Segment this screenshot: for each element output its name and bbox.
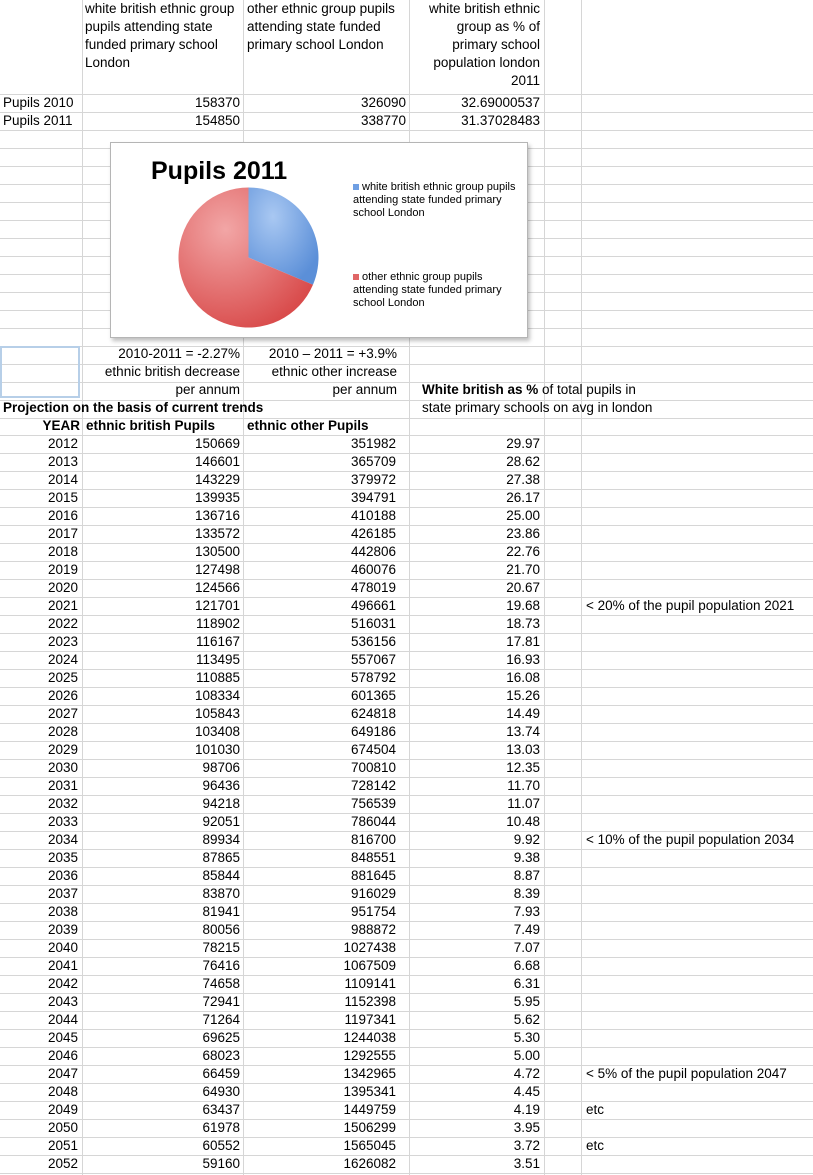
pie-svg [176,185,321,330]
pupils-pct[interactable]: 32.69000537 [461,95,540,110]
other-cell[interactable]: 460076 [350,562,396,577]
other-cell[interactable]: 1292555 [343,1048,396,1063]
year-cell[interactable]: 2022 [47,616,78,631]
white-cell[interactable]: 121701 [194,598,240,613]
white-cell[interactable]: 103408 [194,724,240,739]
note-cell[interactable]: < 5% of the pupil population 2047 [586,1066,787,1081]
white-cell[interactable]: 80056 [202,922,240,937]
legend-other-label: other ethnic group pupils attending state funded primary school London [353,271,502,309]
year-cell[interactable]: 2052 [47,1156,78,1171]
pct-cell[interactable]: 8.39 [513,886,540,901]
other-cell[interactable]: 578792 [350,670,396,685]
pct-cell[interactable]: 7.49 [513,922,540,937]
pct-cell[interactable]: 22.76 [506,544,540,559]
year-cell[interactable]: 2021 [47,598,78,613]
year-cell[interactable]: 2025 [47,670,78,685]
year-cell[interactable]: 2038 [47,904,78,919]
note-cell[interactable]: etc [586,1138,605,1153]
pct-title-rest: of total pupils in [538,382,636,397]
pupils-white[interactable]: 154850 [194,113,240,128]
year-cell[interactable]: 2030 [47,760,78,775]
increase-note-1[interactable]: 2010 – 2011 = +3.9% [268,346,397,361]
pct-cell[interactable]: 17.81 [506,634,540,649]
pct-cell[interactable]: 11.70 [507,778,540,793]
white-cell[interactable]: 83870 [202,886,240,901]
year-cell[interactable]: 2016 [47,508,78,523]
white-cell[interactable]: 69625 [202,1030,240,1045]
white-cell[interactable]: 143229 [194,472,240,487]
white-cell[interactable]: 60552 [202,1138,240,1153]
other-cell[interactable]: 674504 [350,742,396,757]
increase-note-2[interactable]: ethnic other increase [271,364,397,379]
other-cell[interactable]: 916029 [350,886,396,901]
white-cell[interactable]: 74658 [202,976,240,991]
pct-title-line2[interactable]: state primary schools on avg in london [422,400,653,415]
year-cell[interactable]: 2026 [47,688,78,703]
year-cell[interactable]: 2013 [47,454,78,469]
pct-cell[interactable]: 3.72 [513,1138,540,1153]
other-cell[interactable]: 1197341 [344,1012,396,1027]
header-other-ethnic[interactable]: other ethnic group pupils attending state funded primary school London [247,1,395,52]
header-white-british[interactable]: white british ethnic group pupils attending state funded primary school London [85,1,235,70]
white-cell[interactable]: 94218 [202,796,240,811]
note-cell[interactable]: etc [586,1102,605,1117]
white-cell[interactable]: 63437 [202,1102,240,1117]
pct-cell[interactable]: 28.62 [506,454,540,469]
pct-cell[interactable]: 5.30 [513,1030,540,1045]
year-cell[interactable]: 2024 [47,652,78,667]
pct-cell[interactable]: 16.93 [506,652,540,667]
pct-cell[interactable]: 14.49 [506,706,540,721]
th-year[interactable]: YEAR [42,418,80,433]
other-cell[interactable]: 951754 [350,904,396,919]
year-cell[interactable]: 2032 [47,796,78,811]
pct-cell[interactable]: 29.97 [506,436,540,451]
pct-cell[interactable]: 13.03 [506,742,540,757]
pct-cell[interactable]: 4.45 [513,1084,540,1099]
other-cell[interactable]: 700810 [350,760,396,775]
year-cell[interactable]: 2019 [47,562,78,577]
white-cell[interactable]: 81941 [202,904,240,919]
pupils-label[interactable]: Pupils 2010 [3,95,74,110]
year-cell[interactable]: 2028 [47,724,78,739]
white-cell[interactable]: 59160 [202,1156,240,1171]
other-cell[interactable]: 848551 [350,850,396,865]
year-cell[interactable]: 2031 [47,778,78,793]
year-cell[interactable]: 2015 [47,490,78,505]
legend-white-label: white british ethnic group pupils attending state funded primary school London [353,181,516,219]
other-cell[interactable]: 426185 [350,526,396,541]
white-cell[interactable]: 61978 [202,1120,240,1135]
white-cell[interactable]: 98706 [202,760,240,775]
year-cell[interactable]: 2014 [47,472,78,487]
white-cell[interactable]: 72941 [202,994,240,1009]
other-cell[interactable]: 988872 [350,922,396,937]
other-cell[interactable]: 1449759 [343,1102,396,1117]
pct-cell[interactable]: 3.51 [513,1156,540,1171]
other-cell[interactable]: 442806 [350,544,396,559]
pct-cell[interactable]: 26.17 [506,490,540,505]
note-cell[interactable]: < 20% of the pupil population 2021 [586,598,795,613]
header-white-british-pct[interactable]: white british ethnic group as % of primary school population london 2011 [428,1,540,88]
white-cell[interactable]: 130500 [194,544,240,559]
other-cell[interactable]: 881645 [350,868,396,883]
pct-cell[interactable]: 20.67 [506,580,540,595]
year-cell[interactable]: 2029 [47,742,78,757]
pct-title-bold: White british as % [422,382,539,397]
white-cell[interactable]: 113495 [195,652,240,667]
white-cell[interactable]: 85844 [202,868,240,883]
year-cell[interactable]: 2039 [47,922,78,937]
pct-cell[interactable]: 15.26 [506,688,540,703]
pct-cell[interactable]: 3.95 [513,1120,540,1135]
other-cell[interactable]: 756539 [350,796,396,811]
decrease-note-2[interactable]: ethnic british decrease [104,364,240,379]
other-cell[interactable]: 1152398 [344,994,396,1009]
year-cell[interactable]: 2051 [47,1138,78,1153]
pie-chart[interactable] [110,142,528,338]
year-cell[interactable]: 2041 [47,958,78,973]
pupils-other[interactable]: 326090 [360,95,406,110]
other-cell[interactable]: 1395341 [343,1084,396,1099]
white-cell[interactable]: 105843 [194,706,240,721]
pct-cell[interactable]: 5.62 [513,1012,540,1027]
pct-cell[interactable]: 5.00 [513,1048,540,1063]
legend-other-swatch [353,274,359,280]
white-cell[interactable]: 89934 [202,832,240,847]
other-cell[interactable]: 379972 [350,472,396,487]
white-cell[interactable]: 64930 [202,1084,240,1099]
year-cell[interactable]: 2042 [47,976,78,991]
white-cell[interactable]: 76416 [202,958,240,973]
pct-title[interactable] [422,381,636,399]
pct-cell[interactable]: 8.87 [513,868,540,883]
other-cell[interactable]: 1067509 [343,958,396,973]
pct-cell[interactable]: 4.72 [513,1066,540,1081]
pupils-white[interactable]: 158370 [194,95,240,110]
year-cell[interactable]: 2012 [47,436,78,451]
other-cell[interactable]: 816700 [350,832,396,847]
white-cell[interactable]: 108334 [194,688,240,703]
pct-cell[interactable]: 13.74 [506,724,540,739]
year-cell[interactable]: 2036 [47,868,78,883]
pct-cell[interactable]: 18.73 [506,616,540,631]
year-cell[interactable]: 2033 [47,814,78,829]
year-cell[interactable]: 2018 [47,544,78,559]
white-cell[interactable]: 96436 [202,778,240,793]
white-cell[interactable]: 127498 [194,562,240,577]
legend-white-swatch [353,184,359,190]
other-cell[interactable]: 365709 [350,454,396,469]
white-cell[interactable]: 101030 [194,742,240,757]
pct-cell[interactable]: 11.07 [507,796,540,811]
th-other[interactable]: ethnic other Pupils [247,418,369,433]
other-cell[interactable]: 728142 [350,778,396,793]
year-cell[interactable]: 2047 [47,1066,78,1081]
other-cell[interactable]: 394791 [350,490,396,505]
pct-cell[interactable]: 7.93 [513,904,540,919]
year-cell[interactable]: 2037 [47,886,78,901]
selected-cell[interactable] [0,346,80,398]
white-cell[interactable]: 87865 [202,850,240,865]
increase-note-3[interactable]: per annum [332,382,397,397]
decrease-note-3[interactable]: per annum [175,382,240,397]
pct-cell[interactable]: 27.38 [506,472,540,487]
pct-cell[interactable]: 25.00 [506,508,540,523]
year-cell[interactable]: 2046 [47,1048,78,1063]
year-cell[interactable]: 2023 [47,634,78,649]
year-cell[interactable]: 2048 [47,1084,78,1099]
pct-cell[interactable]: 6.68 [513,958,540,973]
other-cell[interactable]: 1244038 [343,1030,396,1045]
other-cell[interactable]: 516031 [350,616,396,631]
year-cell[interactable]: 2017 [47,526,78,541]
pct-cell[interactable]: 21.70 [506,562,540,577]
year-cell[interactable]: 2034 [47,832,78,847]
other-cell[interactable]: 1626082 [343,1156,396,1171]
pct-cell[interactable]: 9.92 [513,832,540,847]
white-cell[interactable]: 78215 [202,940,240,955]
pct-cell[interactable]: 9.38 [513,850,540,865]
other-cell[interactable]: 1506299 [343,1120,396,1135]
pct-cell[interactable]: 23.86 [506,526,540,541]
pupils-label[interactable]: Pupils 2011 [3,113,73,128]
white-cell[interactable]: 116167 [195,634,240,649]
other-cell[interactable]: 496661 [350,598,396,613]
year-cell[interactable]: 2040 [47,940,78,955]
pct-cell[interactable]: 10.48 [506,814,540,829]
year-cell[interactable]: 2050 [47,1120,78,1135]
pupils-other[interactable]: 338770 [360,113,406,128]
pct-cell[interactable]: 5.95 [513,994,540,1009]
legend-other [353,271,523,310]
white-cell[interactable]: 71264 [202,1012,240,1027]
pupils-pct[interactable]: 31.37028483 [461,113,540,128]
other-cell[interactable]: 1565045 [343,1138,396,1153]
pct-cell[interactable]: 7.07 [513,940,540,955]
other-cell[interactable]: 536156 [350,634,396,649]
white-cell[interactable]: 139935 [194,490,240,505]
white-cell[interactable]: 136716 [194,508,240,523]
pct-cell[interactable]: 19.68 [506,598,540,613]
pct-cell[interactable]: 4.19 [513,1102,540,1117]
white-cell[interactable]: 66459 [202,1066,240,1081]
other-cell[interactable]: 1027438 [343,940,396,955]
other-cell[interactable]: 624818 [350,706,396,721]
other-cell[interactable]: 1342965 [343,1066,396,1081]
white-cell[interactable]: 118902 [195,616,240,631]
legend-white [353,181,523,220]
other-cell[interactable]: 1109141 [344,976,396,991]
pct-cell[interactable]: 6.31 [513,976,540,991]
year-cell[interactable]: 2035 [47,850,78,865]
chart-title: Pupils 2011 [151,157,288,185]
note-cell[interactable]: < 10% of the pupil population 2034 [586,832,795,847]
pct-cell[interactable]: 12.35 [506,760,540,775]
other-cell[interactable]: 351982 [350,436,396,451]
white-cell[interactable]: 150669 [194,436,240,451]
white-cell[interactable]: 124566 [194,580,240,595]
other-cell[interactable]: 649186 [350,724,396,739]
year-cell[interactable]: 2027 [47,706,78,721]
white-cell[interactable]: 133572 [194,526,240,541]
year-cell[interactable]: 2049 [47,1102,78,1117]
projection-title[interactable]: Projection on the basis of current trends [3,400,264,415]
white-cell[interactable]: 146601 [194,454,240,469]
year-cell[interactable]: 2045 [47,1030,78,1045]
year-cell[interactable]: 2020 [47,580,78,595]
decrease-note-1[interactable]: 2010-2011 = -2.27% [118,346,240,361]
other-cell[interactable]: 410188 [350,508,396,523]
white-cell[interactable]: 68023 [202,1048,240,1063]
other-cell[interactable]: 478019 [350,580,396,595]
white-cell[interactable]: 92051 [202,814,240,829]
other-cell[interactable]: 557067 [350,652,396,667]
white-cell[interactable]: 110885 [195,670,240,685]
year-cell[interactable]: 2044 [47,1012,78,1027]
other-cell[interactable]: 601365 [350,688,396,703]
pct-cell[interactable]: 16.08 [506,670,540,685]
year-cell[interactable]: 2043 [47,994,78,1009]
other-cell[interactable]: 786044 [350,814,396,829]
th-white[interactable]: ethnic british Pupils [86,418,216,433]
